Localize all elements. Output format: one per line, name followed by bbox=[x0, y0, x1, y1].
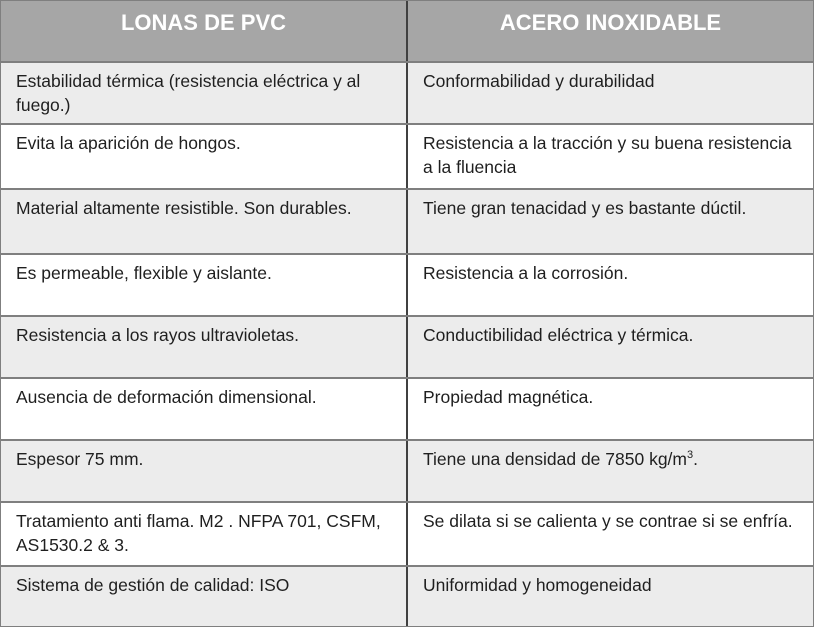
table-row bbox=[1, 317, 813, 379]
acero-cell bbox=[408, 441, 813, 501]
density-text: Tiene una densidad de 7850 kg/m bbox=[423, 449, 687, 469]
acero-cell: Se dilata si se calienta y se contrae si se enfría. bbox=[423, 511, 793, 531]
header-acero-inoxidable: ACERO INOXIDABLE bbox=[499, 10, 722, 35]
table-row bbox=[1, 503, 813, 567]
pvc-cell: Estabilidad térmica (resistencia eléctrica y al fuego.) bbox=[1, 63, 408, 123]
acero-cell: Resistencia a la tracción y su buena resistencia a la fluencia bbox=[423, 133, 792, 177]
superscript-three: 3 bbox=[687, 449, 694, 462]
pvc-cell: Ausencia de deformación dimensional. bbox=[1, 379, 408, 439]
pvc-cell: Tratamiento anti flama. M2 . NFPA 701, CSFM, AS1530.2 & 3. bbox=[1, 503, 408, 565]
table-row bbox=[1, 190, 813, 255]
acero-cell: Tiene gran tenacidad y es bastante dúctil. bbox=[423, 198, 747, 218]
table-row bbox=[1, 63, 813, 125]
pvc-cell: Sistema de gestión de calidad: ISO bbox=[1, 567, 408, 626]
acero-cell: Resistencia a la corrosión. bbox=[423, 263, 629, 283]
table-row bbox=[1, 255, 813, 317]
acero-cell: Conformabilidad y durabilidad bbox=[423, 71, 655, 91]
table-row bbox=[1, 441, 813, 503]
pvc-cell: Evita la aparición de hongos. bbox=[1, 125, 408, 188]
pvc-cell: Material altamente resistible. Son durables. bbox=[1, 190, 408, 253]
density-suffix: . bbox=[693, 449, 698, 469]
pvc-cell: Es permeable, flexible y aislante. bbox=[1, 255, 408, 315]
table-row bbox=[1, 567, 813, 626]
acero-cell: Conductibilidad eléctrica y térmica. bbox=[423, 325, 694, 345]
pvc-cell: Espesor 75 mm. bbox=[1, 441, 408, 501]
table-header-row bbox=[1, 1, 813, 63]
acero-cell: Propiedad magnética. bbox=[423, 387, 594, 407]
table-row bbox=[1, 379, 813, 441]
table-row bbox=[1, 125, 813, 190]
pvc-cell: Resistencia a los rayos ultravioletas. bbox=[1, 317, 408, 377]
header-lonas-de-pvc: LONAS DE PVC bbox=[1, 1, 408, 61]
acero-cell: Uniformidad y homogeneidad bbox=[423, 575, 652, 595]
